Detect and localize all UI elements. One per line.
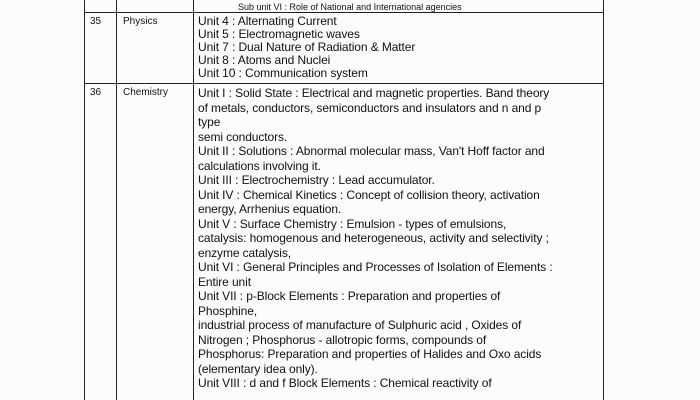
topic-line: Phosphorus: Preparation and properties of Halides and Oxo acids [198, 347, 542, 361]
topic-line: Entire unit [198, 274, 251, 289]
topic-line: Unit 7 : Dual Nature of Radiation & Matter [198, 40, 416, 54]
topic-line: Unit VIII : d and f Block Elements : Chemical reactivity of [198, 376, 492, 390]
row-35-subject: Physics [123, 16, 158, 27]
row-36-serial: 36 [90, 87, 102, 98]
subject-column-divider [193, 0, 194, 400]
topic-line: Nitrogen ; Phosphorus - allotropic forms, compounds of [198, 332, 487, 347]
table-right-border [603, 0, 604, 400]
row-35-topics [198, 15, 415, 80]
row-36-subject: Chemistry [123, 87, 169, 98]
topic-line: Unit II : Solutions : Abnormal molecular mass, Van't Hoff factor and [198, 144, 545, 158]
row-divider-middle [84, 83, 604, 84]
topic-line: Phosphine, [198, 303, 258, 318]
topic-line: Unit I : Solid State : Electrical and magnetic properties. Band theory [198, 86, 550, 100]
table-left-border [84, 0, 85, 400]
topic-line: Unit V : Surface Chemistry : Emulsion - types of emulsions, [198, 216, 507, 231]
row-35-serial: 35 [90, 16, 102, 27]
topic-line: semi conductors. [198, 129, 288, 144]
topic-line: Unit VII : p-Block Elements : Preparation and properties of [198, 289, 501, 303]
topic-line: Unit VI : General Principles and Processes of Isolation of Elements : [198, 260, 553, 274]
topic-line: type [198, 115, 221, 129]
topic-line: energy, Arrhenius equation. [198, 202, 342, 216]
topic-line: industrial process of manufacture of Sulphuric acid , Oxides of [198, 318, 522, 332]
topic-line: Unit IV : Chemical Kinetics : Concept of collision theory, activation [198, 187, 540, 202]
topic-line: Unit 5 : Electromagnetic waves [198, 27, 360, 41]
topic-line: of metals, conductors, semiconductors and insulators and n and p [198, 100, 542, 115]
topic-line: enzyme catalysis, [198, 245, 291, 260]
topic-line: Unit 8 : Atoms and Nuclei [198, 53, 331, 67]
topic-line: calculations involving it. [198, 158, 321, 173]
topic-line: Unit 10 : Communication system [198, 66, 368, 80]
topic-line: Unit III : Electrochemistry : Lead accumulator. [198, 173, 435, 187]
topic-line: catalysis: homogenous and heterogeneous, activity and selectivity ; [198, 231, 549, 245]
topic-line: Unit 4 : Alternating Current [198, 14, 337, 28]
previous-row-subunit-note: Sub unit VI : Role of National and International agencies [238, 2, 462, 12]
topic-line: (elementary idea only). [198, 361, 318, 376]
serial-column-divider [116, 0, 117, 400]
row-divider-top [84, 12, 604, 13]
row-36-topics [198, 86, 553, 391]
